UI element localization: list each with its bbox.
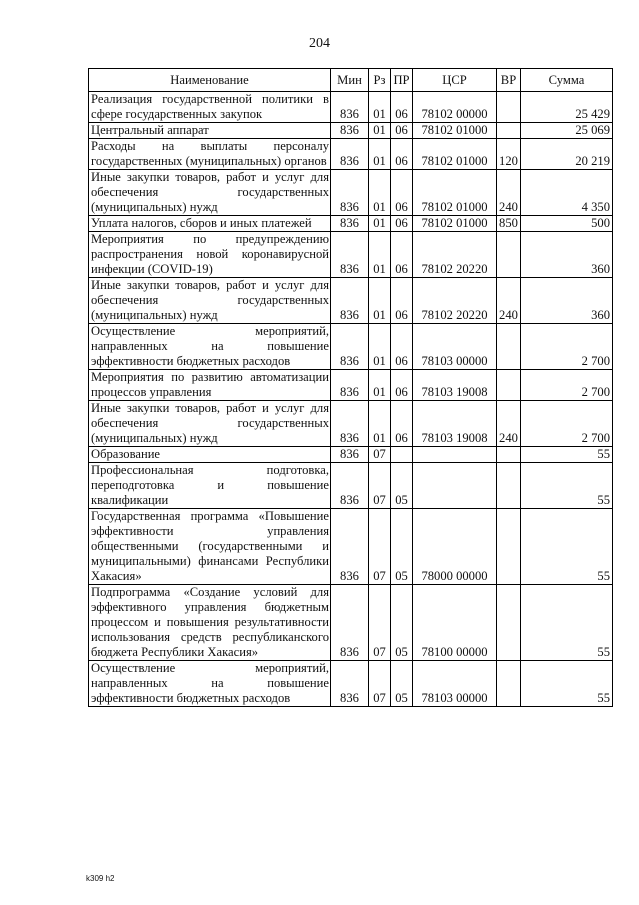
cell-name: Мероприятия по развитию автоматизации процессов управления: [89, 370, 331, 401]
table-row: [89, 170, 613, 216]
cell-sum: 25 429: [521, 92, 613, 123]
cell-min: 836: [331, 123, 369, 139]
budget-table: [88, 68, 613, 707]
cell-sum: 4 350: [521, 170, 613, 216]
cell-sum: 360: [521, 278, 613, 324]
cell-sum: 360: [521, 232, 613, 278]
cell-min: 836: [331, 170, 369, 216]
column-header-vr: ВР: [497, 69, 521, 92]
page-number: 204: [309, 36, 330, 51]
cell-pr: 06: [391, 324, 413, 370]
cell-name: Государственная программа «Повышение эффективности управления общественными (государственными и муниципальными) финансами Республики Хакасия»: [89, 509, 331, 585]
table-row: [89, 216, 613, 232]
cell-vr: 120: [497, 139, 521, 170]
cell-name: Подпрограмма «Создание условий для эффективного управления бюджетным процессом и повышения результативности использования средств республиканского бюджета Республики Хакасия»: [89, 585, 331, 661]
cell-name: Иные закупки товаров, работ и услуг для обеспечения государственных (муниципальных) нужд: [89, 278, 331, 324]
cell-min: 836: [331, 585, 369, 661]
table-row: [89, 661, 613, 707]
table-row: [89, 585, 613, 661]
cell-csr: 78102 01000: [413, 216, 497, 232]
cell-name: Центральный аппарат: [89, 123, 331, 139]
cell-min: 836: [331, 509, 369, 585]
column-header-min: Мин: [331, 69, 369, 92]
cell-sum: 500: [521, 216, 613, 232]
cell-csr: [413, 447, 497, 463]
cell-name: Мероприятия по предупреждению распространения новой коронавирусной инфекции (COVID-19): [89, 232, 331, 278]
cell-sum: 55: [521, 447, 613, 463]
table-row: [89, 324, 613, 370]
cell-vr: [497, 92, 521, 123]
cell-pr: 06: [391, 278, 413, 324]
cell-pr: 05: [391, 661, 413, 707]
table-row: [89, 123, 613, 139]
cell-vr: [497, 509, 521, 585]
cell-name: Профессиональная подготовка, переподготовка и повышение квалификации: [89, 463, 331, 509]
cell-min: 836: [331, 139, 369, 170]
cell-csr: 78102 01000: [413, 123, 497, 139]
table-row: [89, 401, 613, 447]
cell-sum: 55: [521, 661, 613, 707]
cell-min: 836: [331, 463, 369, 509]
cell-vr: [497, 585, 521, 661]
cell-rz: 01: [369, 139, 391, 170]
cell-pr: 06: [391, 139, 413, 170]
cell-min: 836: [331, 401, 369, 447]
cell-pr: 05: [391, 463, 413, 509]
cell-csr: 78102 00000: [413, 92, 497, 123]
cell-csr: 78100 00000: [413, 585, 497, 661]
cell-name: Расходы на выплаты персоналу государственных (муниципальных) органов: [89, 139, 331, 170]
cell-pr: 06: [391, 170, 413, 216]
column-header-sum: Сумма: [521, 69, 613, 92]
cell-vr: 850: [497, 216, 521, 232]
cell-min: 836: [331, 216, 369, 232]
cell-pr: 05: [391, 509, 413, 585]
cell-csr: 78102 20220: [413, 232, 497, 278]
cell-sum: 55: [521, 585, 613, 661]
cell-vr: 240: [497, 401, 521, 447]
column-header-rz: Рз: [369, 69, 391, 92]
cell-min: 836: [331, 661, 369, 707]
cell-csr: [413, 463, 497, 509]
cell-csr: 78102 01000: [413, 170, 497, 216]
cell-csr: 78103 19008: [413, 370, 497, 401]
table-body: [89, 92, 613, 707]
cell-rz: 01: [369, 324, 391, 370]
cell-sum: 25 069: [521, 123, 613, 139]
cell-vr: 240: [497, 278, 521, 324]
cell-rz: 07: [369, 585, 391, 661]
cell-min: 836: [331, 232, 369, 278]
cell-csr: 78103 00000: [413, 661, 497, 707]
cell-vr: [497, 370, 521, 401]
cell-sum: 55: [521, 509, 613, 585]
cell-vr: [497, 324, 521, 370]
cell-vr: [497, 661, 521, 707]
table-row: [89, 447, 613, 463]
cell-rz: 01: [369, 370, 391, 401]
cell-sum: 20 219: [521, 139, 613, 170]
cell-min: 836: [331, 278, 369, 324]
cell-rz: 07: [369, 509, 391, 585]
cell-sum: 2 700: [521, 324, 613, 370]
cell-min: 836: [331, 370, 369, 401]
cell-csr: 78102 01000: [413, 139, 497, 170]
cell-rz: 07: [369, 661, 391, 707]
table-row: [89, 278, 613, 324]
cell-min: 836: [331, 324, 369, 370]
cell-min: 836: [331, 92, 369, 123]
table-row: [89, 92, 613, 123]
column-header-name: Наименование: [89, 69, 331, 92]
cell-sum: 55: [521, 463, 613, 509]
cell-pr: 06: [391, 216, 413, 232]
cell-csr: 78103 00000: [413, 324, 497, 370]
column-header-pr: ПР: [391, 69, 413, 92]
cell-name: Реализация государственной политики в сфере государственных закупок: [89, 92, 331, 123]
cell-vr: [497, 123, 521, 139]
cell-csr: 78000 00000: [413, 509, 497, 585]
cell-sum: 2 700: [521, 370, 613, 401]
cell-name: Иные закупки товаров, работ и услуг для обеспечения государственных (муниципальных) нужд: [89, 170, 331, 216]
cell-vr: [497, 463, 521, 509]
cell-csr: 78102 20220: [413, 278, 497, 324]
cell-vr: [497, 232, 521, 278]
table-row: [89, 509, 613, 585]
cell-pr: [391, 447, 413, 463]
cell-rz: 01: [369, 170, 391, 216]
cell-name: Иные закупки товаров, работ и услуг для обеспечения государственных (муниципальных) нужд: [89, 401, 331, 447]
cell-vr: 240: [497, 170, 521, 216]
cell-name: Уплата налогов, сборов и иных платежей: [89, 216, 331, 232]
cell-min: 836: [331, 447, 369, 463]
cell-name: Образование: [89, 447, 331, 463]
cell-rz: 01: [369, 92, 391, 123]
table-row: [89, 370, 613, 401]
cell-rz: 01: [369, 232, 391, 278]
cell-pr: 06: [391, 232, 413, 278]
cell-csr: 78103 19008: [413, 401, 497, 447]
table-row: [89, 463, 613, 509]
cell-sum: 2 700: [521, 401, 613, 447]
table-row: [89, 232, 613, 278]
cell-pr: 06: [391, 370, 413, 401]
cell-rz: 01: [369, 216, 391, 232]
cell-vr: [497, 447, 521, 463]
cell-pr: 06: [391, 401, 413, 447]
table-row: [89, 139, 613, 170]
cell-rz: 07: [369, 447, 391, 463]
cell-pr: 06: [391, 92, 413, 123]
cell-rz: 01: [369, 123, 391, 139]
cell-rz: 07: [369, 463, 391, 509]
cell-pr: 05: [391, 585, 413, 661]
column-header-csr: ЦСР: [413, 69, 497, 92]
cell-pr: 06: [391, 123, 413, 139]
cell-rz: 01: [369, 401, 391, 447]
footer-code: k309 h2: [86, 874, 115, 883]
cell-rz: 01: [369, 278, 391, 324]
cell-name: Осуществление мероприятий, направленных на повышение эффективности бюджетных расходов: [89, 324, 331, 370]
table-header-row: [89, 69, 613, 92]
cell-name: Осуществление мероприятий, направленных на повышение эффективности бюджетных расходов: [89, 661, 331, 707]
